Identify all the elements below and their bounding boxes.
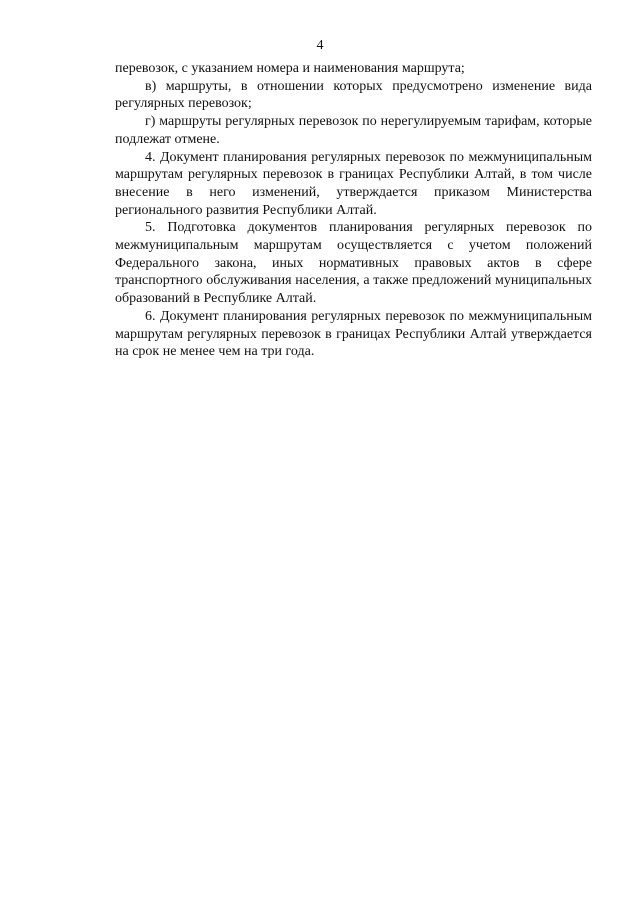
document-body xyxy=(115,60,592,361)
paragraph-clause-4: 4. Документ планирования регулярных перевозок по межмуниципальным маршрутам регулярных перевозок в границах Республики Алтай, в том числе внесение в него изменений, утверждается приказом Министерства регионального развития Республики Алтай. xyxy=(115,149,592,218)
paragraph-item-g: г) маршруты регулярных перевозок по нерегулируемым тарифам, которые подлежат отмене. xyxy=(115,114,592,147)
paragraph-clause-6: 6. Документ планирования регулярных перевозок по межмуниципальным маршрутам регулярных перевозок в границах Республики Алтай утверждается на срок не менее чем на три года. xyxy=(115,308,592,360)
paragraph-clause-5: 5. Подготовка документов планирования регулярных перевозок по межмуниципальным маршрутам осуществляется с учетом положений Федерального закона, иных нормативных правовых актов в сфере транспортного обслуживания населения, а также предложений муниципальных образований в Республике Алтай. xyxy=(115,220,592,307)
paragraph-item-v: в) маршруты, в отношении которых предусмотрено изменение вида регулярных перевозок; xyxy=(115,78,592,112)
page-number: 4 xyxy=(316,38,324,53)
paragraph-continuation: перевозок, с указанием номера и наименования маршрута; xyxy=(115,61,465,76)
